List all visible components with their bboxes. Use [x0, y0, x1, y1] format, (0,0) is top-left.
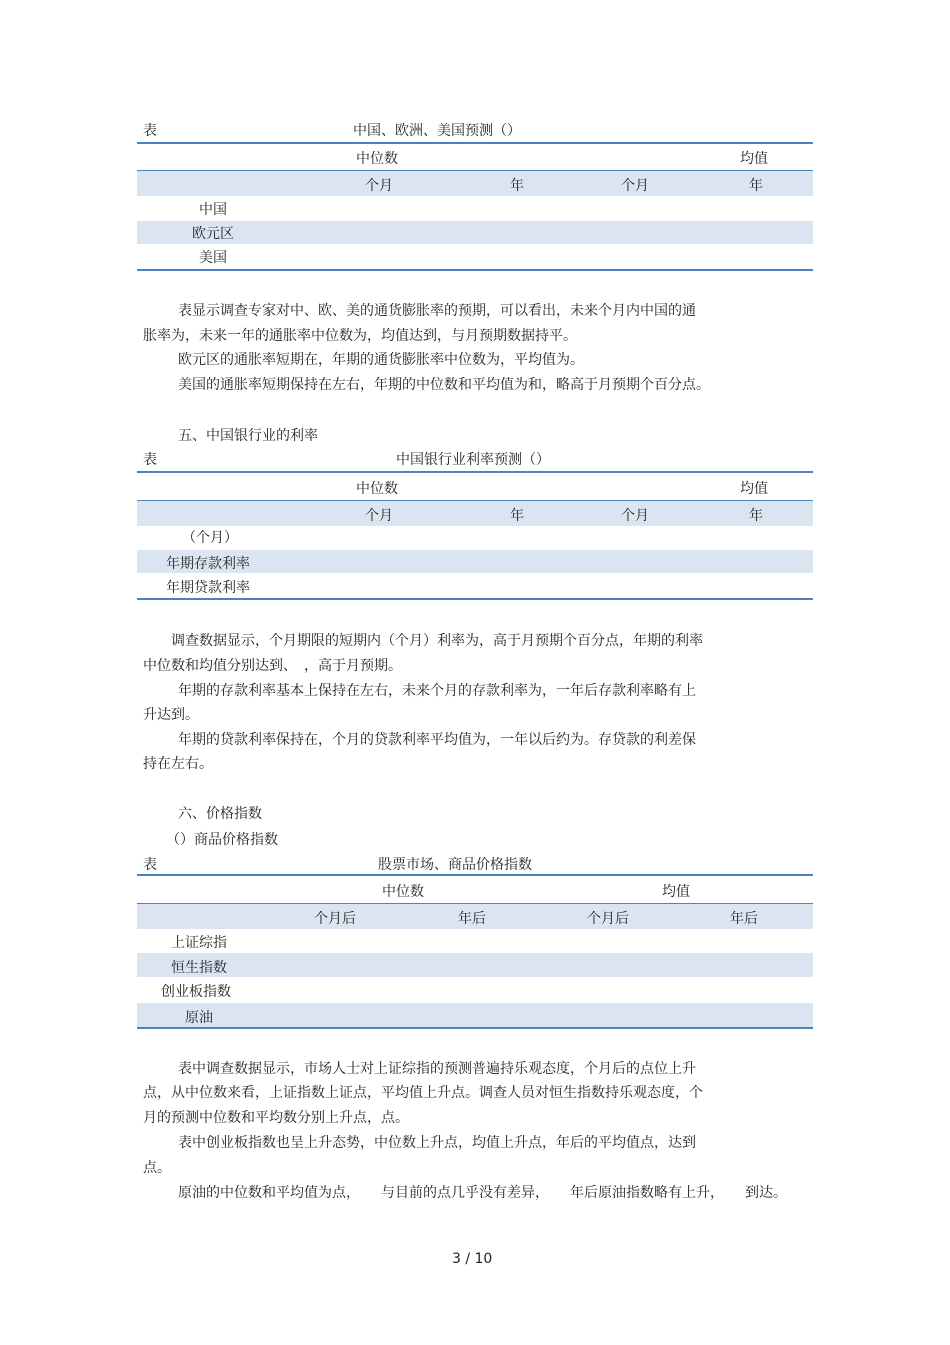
para3-line5: 点。 [143, 1160, 171, 1176]
table3-label: 表 [143, 857, 157, 873]
table3-title: 股票市场、商品价格指数 [378, 857, 532, 873]
table2-sub1: 个月 [365, 508, 393, 524]
table1-sub2: 年 [510, 178, 524, 194]
table1-top-rule [137, 142, 813, 144]
table3-head-mean: 均值 [662, 884, 690, 900]
para3-line6: 原油的中位数和平均值为点， 与目前的点几乎没有差异， 年后原油指数略有上升， 到达。 [178, 1185, 787, 1201]
section-6-heading: 六、价格指数 [178, 806, 262, 822]
para2-line5: 年期的贷款利率保持在，个月的贷款利率平均值为，一年以后约为。存贷款的利差保 [178, 732, 696, 748]
table1-row-band [137, 221, 813, 244]
para3-line3: 月的预测中位数和平均数分别上升点，点。 [143, 1110, 409, 1126]
table2-row-short: （个月） [182, 530, 238, 546]
table1-row-euro: 欧元区 [192, 226, 234, 242]
table1-head-median: 中位数 [356, 151, 398, 167]
table1-row-china: 中国 [199, 202, 227, 218]
page-number: 3 / 10 [452, 1251, 493, 1267]
table2-title: 中国银行业利率预测（） [396, 452, 550, 468]
para2-line3: 年期的存款利率基本上保持在左右，未来个月的存款利率为，一年后存款利率略有上 [178, 683, 696, 699]
table3-row-band-1 [137, 953, 813, 977]
section-6-subheading: （）商品价格指数 [166, 832, 278, 848]
table2-row-deposit: 年期存款利率 [166, 556, 250, 572]
table2-sub4: 年 [749, 508, 763, 524]
para1-line1: 表显示调查专家对中、欧、美的通货膨胀率的预期，可以看出，未来个月内中国的通 [178, 303, 696, 319]
table1-row-usa: 美国 [199, 250, 227, 266]
table2 [137, 471, 813, 601]
table2-row-loan: 年期贷款利率 [166, 580, 250, 596]
table1-bottom-rule [137, 269, 813, 271]
para1-line2: 胀率为，未来一年的通胀率中位数为，均值达到，与月预期数据持平。 [143, 328, 577, 344]
table1-subhead-band [137, 170, 813, 196]
table3-top-rule [137, 874, 813, 876]
table3-row-chinext: 创业板指数 [161, 984, 231, 1000]
table1-head-mean: 均值 [740, 151, 768, 167]
table3-head-median: 中位数 [382, 884, 424, 900]
table2-head-mean: 均值 [740, 481, 768, 497]
para2-line2: 中位数和均值分别达到、 ，高于月预期。 [143, 658, 402, 674]
para1-line3: 欧元区的通胀率短期在，年期的通货膨胀率中位数为，平均值为。 [178, 352, 584, 368]
table3-sub4: 年后 [730, 911, 758, 927]
table3-row-oil: 原油 [185, 1010, 213, 1026]
table2-subhead-band [137, 500, 813, 526]
table1-label: 表 [143, 123, 157, 139]
para2-line4: 升达到。 [143, 707, 199, 723]
table3-row-sse: 上证综指 [171, 935, 227, 951]
section-5-heading: 五、中国银行业的利率 [178, 428, 318, 444]
para3-line2: 点，从中位数来看，上证指数上证点，平均值上升点。调查人员对恒生指数持乐观态度，个 [143, 1085, 703, 1101]
table1 [137, 142, 813, 272]
table1-sub1: 个月 [365, 178, 393, 194]
table1-sub4: 年 [749, 178, 763, 194]
table3-row-hsi: 恒生指数 [171, 960, 227, 976]
para2-line6: 持在左右。 [143, 756, 213, 772]
table2-label: 表 [143, 452, 157, 468]
table3-bottom-rule [137, 1027, 813, 1029]
table2-sub2: 年 [510, 508, 524, 524]
table3 [137, 874, 813, 1030]
table2-sub3: 个月 [621, 508, 649, 524]
table3-sub1: 个月后 [314, 911, 356, 927]
table3-sub3: 个月后 [587, 911, 629, 927]
table2-bottom-rule [137, 598, 813, 600]
table2-top-rule [137, 471, 813, 473]
para3-line4: 表中创业板指数也呈上升态势，中位数上升点，均值上升点，年后的平均值点，达到 [178, 1135, 696, 1151]
table1-title: 中国、欧洲、美国预测（） [353, 123, 521, 139]
table3-row-band-2 [137, 1003, 813, 1027]
para2-line1: 调查数据显示，个月期限的短期内（个月）利率为，高于月预期个百分点，年期的利率 [171, 633, 703, 649]
para3-line1: 表中调查数据显示，市场人士对上证综指的预测普遍持乐观态度，个月后的点位上升 [178, 1061, 696, 1077]
para1-line4: 美国的通胀率短期保持在左右，年期的中位数和平均值为和，略高于月预期个百分点。 [178, 377, 710, 393]
table3-sub2: 年后 [458, 911, 486, 927]
table1-sub3: 个月 [621, 178, 649, 194]
table2-head-median: 中位数 [356, 481, 398, 497]
